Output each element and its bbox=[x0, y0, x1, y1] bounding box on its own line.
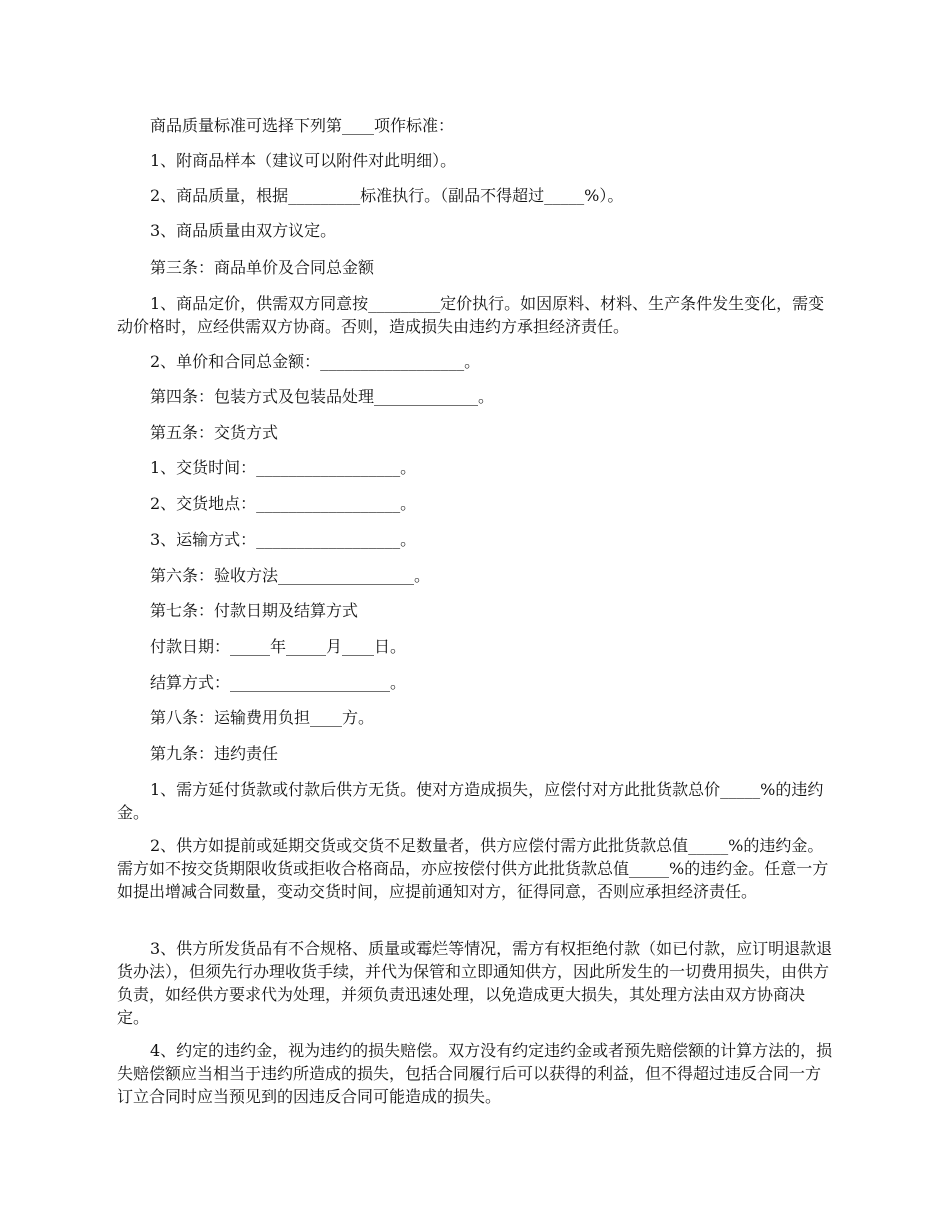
article-9-item-3: 3、供方所发货品有不合规格、质量或霉烂等情况，需方有权拒绝付款（如已付款，应订明退款退货办法），但须先行办理收货手续，并代为保管和立即通知供方，因此所发生的一切费用损失，由供方负责，如经供方要求代为处理，并须负责迅速处理，以免造成更大损失，其处理方法由双方协商决定。 bbox=[117, 939, 833, 1027]
payment-date: 付款日期：_____年_____月____日。 bbox=[150, 637, 407, 656]
article-3-heading: 第三条：商品单价及合同总金额 bbox=[150, 258, 375, 277]
article-5-item-2: 2、交货地点：__________________。 bbox=[150, 494, 417, 513]
quality-standard-choice: 商品质量标准可选择下列第____项作标准： bbox=[150, 116, 455, 135]
clause-item-quality: 2、商品质量，根据_________标准执行。（副品不得超过_____%）。 bbox=[150, 186, 624, 205]
article-8-heading: 第八条：运输费用负担____方。 bbox=[150, 708, 375, 727]
settlement-method: 结算方式：____________________。 bbox=[150, 673, 407, 692]
article-9-item-4: 4、约定的违约金，视为违约的损失赔偿。双方没有约定违约金或者预先赔偿额的计算方法的，损失赔偿额应当相当于违约所造成的损失，包括合同履行后可以获得的利益，但不得超过违反合同一方订立合同时应当预见到的因违反合同可能造成的损失。 bbox=[117, 1041, 833, 1106]
article-5-heading: 第五条：交货方式 bbox=[150, 423, 279, 442]
article-5-item-1: 1、交货时间：__________________。 bbox=[150, 458, 417, 477]
article-3-item-2: 2、单价和合同总金额：__________________。 bbox=[150, 352, 481, 371]
clause-item-agreed: 3、商品质量由双方议定。 bbox=[150, 221, 337, 240]
article-4-heading: 第四条：包装方式及包装品处理_____________。 bbox=[150, 387, 495, 406]
article-7-heading: 第七条：付款日期及结算方式 bbox=[150, 601, 359, 620]
article-6-heading: 第六条：验收方法_________________。 bbox=[150, 566, 431, 585]
article-9-item-1: 1、需方延付货款或付款后供方无货。使对方造成损失，应偿付对方此批货款总价_____%的违约金。 bbox=[117, 780, 824, 822]
article-9-heading: 第九条：违约责任 bbox=[150, 744, 279, 763]
article-5-item-3: 3、运输方式：__________________。 bbox=[150, 530, 417, 549]
article-3-item-1: 1、商品定价，供需双方同意按_________定价执行。如因原料、材料、生产条件发生变化，需变动价格时，应经供需双方协商。否则，造成损失由违约方承担经济责任。 bbox=[117, 294, 825, 336]
clause-item-sample: 1、附商品样本（建议可以附件对此明细）。 bbox=[150, 151, 457, 170]
article-9-item-2: 2、供方如提前或延期交货或交货不足数量者，供方应偿付需方此批货款总值_____%的违约金。需方如不按交货期限收货或拒收合格商品，亦应按偿付供方此批货款总值_____%的违约金。任意一方如提出增减合同数量，变动交货时间，应提前通知对方，征得同意，否则应承担经济责任。 bbox=[117, 836, 829, 901]
